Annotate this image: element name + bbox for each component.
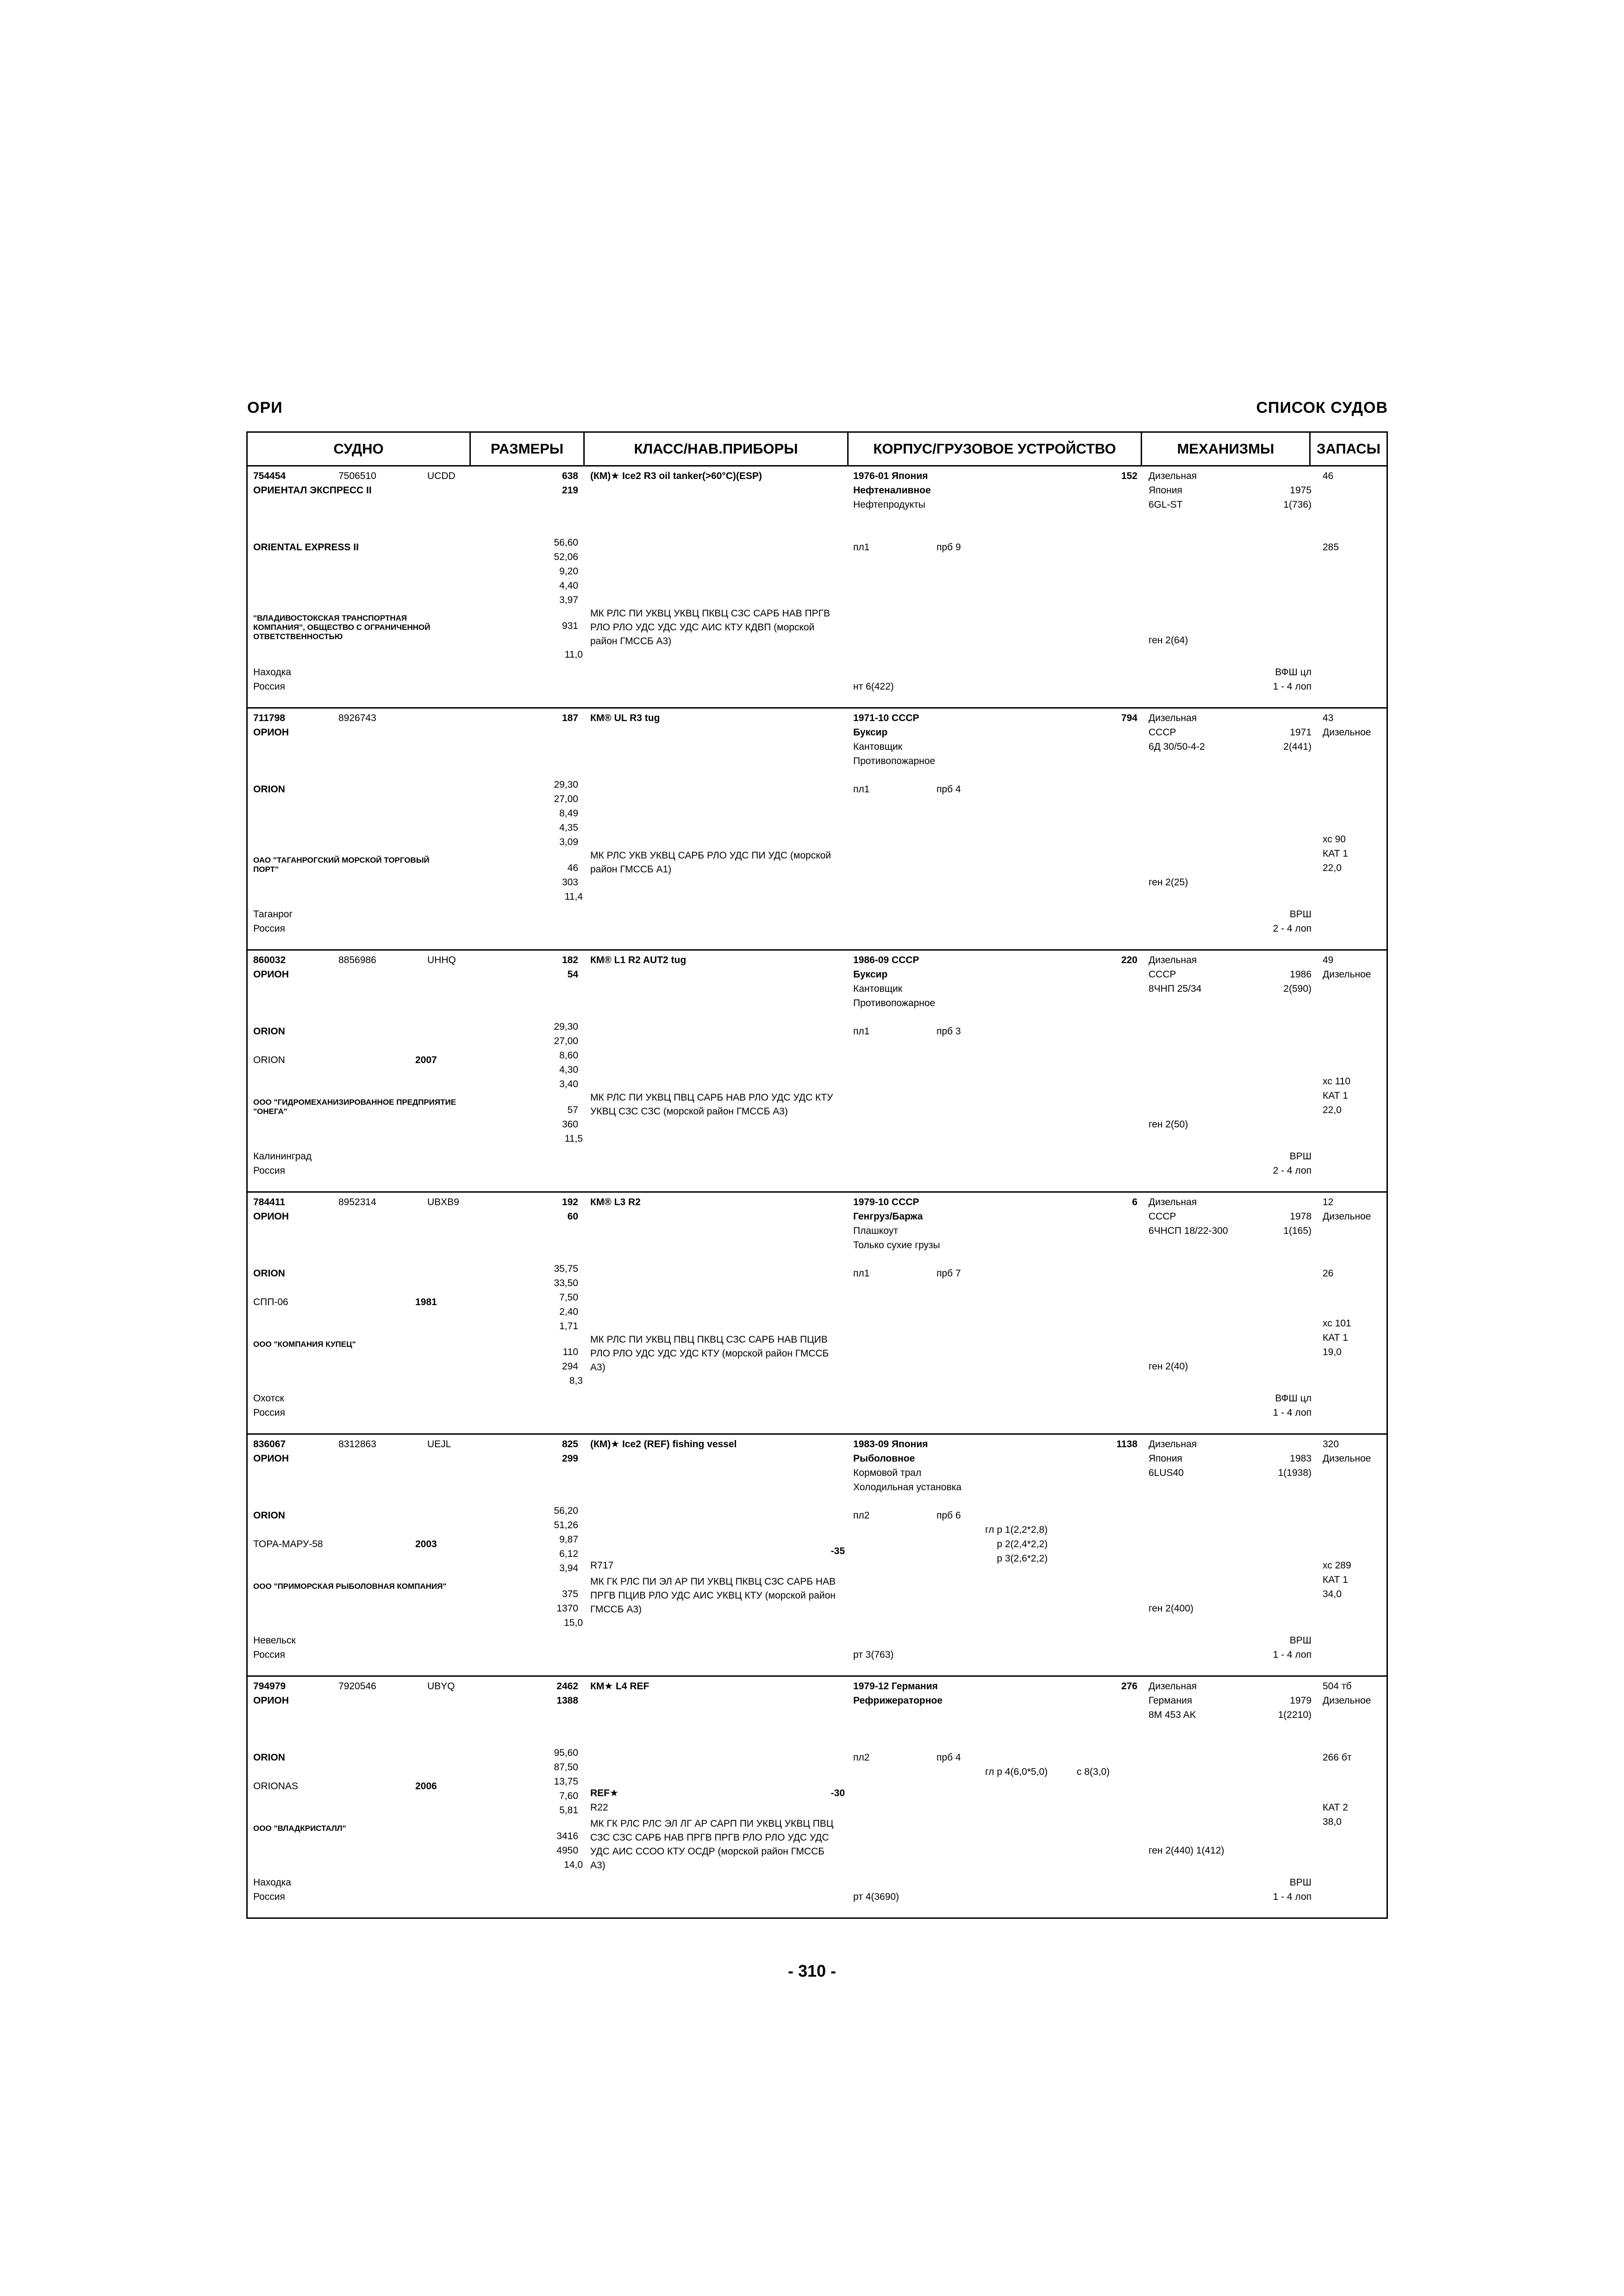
net-tonnage: 1388 (556, 1695, 578, 1706)
vessel-name-en: ORION (253, 1752, 285, 1763)
decks: пл1 (853, 784, 870, 795)
ship-record (248, 709, 1387, 951)
engine-model: 6ЧНСП 18/22-300 (1149, 1226, 1228, 1236)
call-sign: UHHQ (427, 955, 456, 965)
ship-record (248, 1193, 1387, 1435)
engine-model: 6Д 30/50-4-2 (1149, 741, 1205, 752)
flag-country: Россия (253, 681, 285, 692)
engine-year: 1983 (1290, 1453, 1312, 1464)
previous-name: СПП-06 (253, 1297, 288, 1307)
speed: 11,4 (564, 891, 583, 902)
engine-country: Япония (1149, 1453, 1182, 1464)
ship-record (248, 1435, 1387, 1677)
vessel-name-en: ORIENTAL EXPRESS II (253, 542, 359, 553)
engine-model: 8ЧНП 25/34 (1149, 983, 1202, 994)
engine-type: Дизельная (1149, 1439, 1197, 1450)
dimension-value: 29,30 (554, 1021, 578, 1032)
deadweight: 375 (562, 1589, 578, 1599)
owner-name: "ВЛАДИВОСТОКСКАЯ ТРАНСПОРТНАЯ КОМПАНИЯ", ОБЩЕСТВО С ОГРАНИЧЕННОЙ ОТВЕТСТВЕННОСТЬЮ (253, 614, 431, 641)
ship-record (248, 1677, 1387, 1917)
vessel-subtype: Кантовщик (853, 741, 902, 752)
flag-country: Россия (253, 1649, 285, 1660)
fuel-tanks: рт 3(763) (853, 1649, 894, 1660)
vessel-type: Рыболовное (853, 1453, 915, 1464)
engine-power: 1(1938) (1278, 1468, 1312, 1478)
engine-country: Япония (1149, 485, 1182, 496)
hold-line-3: р 3(2,6*2,2) (997, 1553, 1048, 1564)
imo-number: 8312863 (338, 1439, 376, 1450)
generators: ген 2(400) (1149, 1603, 1194, 1614)
engine-country: СССР (1149, 969, 1176, 980)
supplies-line-3: 22,0 (1323, 863, 1342, 873)
ship-record (248, 467, 1387, 709)
vessel-name-en: ORION (253, 1026, 285, 1037)
engine-year: 1978 (1290, 1211, 1312, 1222)
engine-type: Дизельная (1149, 713, 1197, 723)
header-right: СПИСОК СУДОВ (1256, 399, 1388, 417)
decks: пл1 (853, 1268, 870, 1279)
vessel-name-en: ORION (253, 1268, 285, 1279)
decks: пл1 (853, 1026, 870, 1037)
decks: пл2 (853, 1510, 870, 1521)
dimension-value: 5,81 (559, 1805, 578, 1816)
flag-country: Россия (253, 1165, 285, 1176)
supplies-type: Дизельное (1323, 969, 1371, 980)
reg-number: 860032 (253, 955, 286, 965)
net-tonnage: 60 (567, 1211, 578, 1222)
call-sign: UBYQ (427, 1681, 455, 1692)
displacement: 360 (562, 1119, 578, 1130)
dimension-value: 8,60 (559, 1050, 578, 1061)
engine-model: 6LUS40 (1149, 1468, 1184, 1478)
speed: 14,0 (564, 1860, 583, 1870)
propeller-blades: 1 - 4 лоп (1273, 1407, 1312, 1418)
build-year-country: 1976-01 Япония (853, 471, 928, 481)
col-header-supplies: ЗАПАСЫ (1316, 441, 1381, 457)
net-tonnage: 299 (562, 1453, 578, 1464)
dimension-value: 9,87 (559, 1534, 578, 1545)
supplies-line-1: хс 289 (1323, 1560, 1351, 1571)
dimension-value: 4,35 (559, 822, 578, 833)
engine-model: 8M 453 AK (1149, 1710, 1196, 1720)
dimension-value: 3,40 (559, 1079, 578, 1089)
supplies-line-2: КАТ 1 (1323, 848, 1348, 859)
vessel-type: Нефтеналивное (853, 485, 931, 496)
propeller-blades: 1 - 4 лоп (1273, 681, 1312, 692)
dimension-value: 3,94 (559, 1563, 578, 1574)
vessel-subtype-2: Противопожарное (853, 756, 936, 766)
col-header-class: КЛАСС/НАВ.ПРИБОРЫ (585, 433, 849, 465)
supplies-mid: 285 (1323, 542, 1339, 553)
supplies-top: 320 (1323, 1439, 1339, 1450)
class-temperature: -35 (831, 1546, 845, 1556)
vessel-type: Генгруз/Баржа (853, 1211, 923, 1222)
nav-equipment: МК РЛС УКВ УКВЦ САРБ РЛО УДС ПИ УДС (морской район ГМССБ А1) (590, 850, 831, 875)
dimension-value: 6,12 (559, 1549, 578, 1559)
generators: ген 2(64) (1149, 635, 1188, 646)
net-tonnage: 54 (567, 969, 578, 980)
supplies-line-3: 22,0 (1323, 1105, 1342, 1115)
dimension-value: 56,20 (554, 1506, 578, 1516)
hull-number: 1138 (1116, 1439, 1137, 1450)
nav-equipment: МК ГК РЛС РЛС ЭЛ ЛГ АР САРП ПИ УКВЦ УКВЦ ПВЦ СЗС СЗС САРБ НАВ ПРГВ ПРГВ РЛО РЛО УДС УДС УДС АИС ССОО КТУ ОСДР (морской район ГМССБ А3) (590, 1818, 834, 1871)
vessel-subtype: Кантовщик (853, 983, 902, 994)
previous-name-year: 2007 (415, 1055, 437, 1065)
records (248, 467, 1387, 1917)
nav-equipment: МК РЛС ПИ УКВЦ УКВЦ ПКВЦ СЗС САРБ НАВ ПРГВ РЛО РЛО УДС УДС УДС АИС КТУ КДВП (морской район ГМССБ А3) (590, 608, 830, 647)
class-notation: КМ® L3 R2 (590, 1197, 641, 1207)
supplies-line-3: 34,0 (1323, 1589, 1342, 1599)
hold-line-1: гл р 1(2,2*2,8) (985, 1524, 1048, 1535)
page-number: - 310 - (787, 1961, 837, 1980)
hold-line-2: р 2(2,4*2,2) (997, 1539, 1048, 1549)
home-port: Калининград (253, 1151, 312, 1162)
hull-number: 220 (1121, 955, 1137, 965)
hull-number: 276 (1121, 1681, 1137, 1692)
previous-name-year: 1981 (415, 1297, 437, 1307)
gross-tonnage: 638 (562, 471, 578, 481)
supplies-line-2: КАТ 1 (1323, 1332, 1348, 1343)
class-notation: КМ® L1 R2 AUT2 tug (590, 955, 687, 965)
bulkheads: прб 6 (937, 1510, 961, 1521)
supplies-type: Дизельное (1323, 1211, 1371, 1222)
flag-country: Россия (253, 923, 285, 934)
flag-country: Россия (253, 1892, 285, 1902)
previous-name: ORIONAS (253, 1781, 298, 1792)
vessel-subtype-2: Холодильная установка (853, 1482, 962, 1493)
vessel-subtype-2: Противопожарное (853, 998, 936, 1008)
owner-name: ОАО "ТАГАНРОГСКИЙ МОРСКОЙ ТОРГОВЫЙ ПОРТ" (253, 856, 430, 874)
supplies-type: Дизельное (1323, 1695, 1371, 1706)
call-sign: UCDD (427, 471, 456, 481)
bulkheads: прб 7 (937, 1268, 961, 1279)
dimension-value: 56,60 (554, 537, 578, 548)
owner-name: ООО "КОМПАНИЯ КУПЕЦ" (253, 1340, 356, 1349)
vessel-name-en: ORION (253, 1510, 285, 1521)
hull-number: 794 (1121, 713, 1137, 723)
engine-year: 1975 (1290, 485, 1312, 496)
vessel-type: Буксир (853, 727, 888, 738)
speed: 11,5 (564, 1133, 583, 1144)
engine-country: Германия (1149, 1695, 1193, 1706)
nav-equipment: МК РЛС ПИ УКВЦ ПВЦ ПКВЦ СЗС САРБ НАВ ПЦИВ РЛО РЛО УДС УДС УДС КТУ (морской район ГМССБ А3) (590, 1334, 829, 1373)
propeller-blades: 1 - 4 лоп (1273, 1892, 1312, 1902)
gross-tonnage: 187 (562, 713, 578, 723)
supplies-mid: 26 (1323, 1268, 1334, 1279)
deadweight: 3416 (556, 1831, 578, 1842)
gross-tonnage: 192 (562, 1197, 578, 1207)
gross-tonnage: 182 (562, 955, 578, 965)
deadweight: 57 (567, 1105, 578, 1115)
previous-name: ORION (253, 1055, 285, 1065)
deadweight: 110 (562, 1347, 578, 1357)
build-year-country: 1971-10 СССР (853, 713, 919, 723)
imo-number: 7506510 (338, 471, 376, 481)
dimension-value: 3,97 (559, 595, 578, 605)
home-port: Находка (253, 1877, 291, 1888)
owner-name: ООО "ГИДРОМЕХАНИЗИРОВАННОЕ ПРЕДПРИЯТИЕ "ОНЕГА" (253, 1098, 456, 1116)
supplies-top: 46 (1323, 471, 1334, 481)
reg-number: 836067 (253, 1439, 286, 1450)
engine-power: 2(441) (1283, 741, 1312, 752)
dimension-value: 4,30 (559, 1064, 578, 1075)
speed: 15,0 (564, 1618, 583, 1628)
propeller-blades: 2 - 4 лоп (1273, 1165, 1312, 1176)
hold-line-1: гл р 4(6,0*5,0) (985, 1767, 1048, 1777)
previous-name: ТОРА-МАРУ-58 (253, 1539, 323, 1549)
generators: ген 2(25) (1149, 877, 1188, 888)
vessel-subtype: Нефтепродукты (853, 499, 925, 510)
flag-country: Россия (253, 1407, 285, 1418)
class-notation: КМ★ L4 REF (590, 1681, 650, 1692)
gross-tonnage: 825 (562, 1439, 578, 1450)
deadweight: 931 (562, 621, 578, 631)
generators: ген 2(40) (1149, 1361, 1188, 1372)
supplies-line-2: КАТ 1 (1323, 1090, 1348, 1101)
refrigerant-code: R717 (590, 1560, 614, 1571)
engine-model: 6GL-ST (1149, 499, 1183, 510)
reg-number: 784411 (253, 1197, 285, 1207)
fuel-tanks: рт 4(3690) (853, 1892, 899, 1902)
supplies-line-1: хс 101 (1323, 1318, 1351, 1329)
engine-type: Дизельная (1149, 1681, 1197, 1692)
class-extra: REF★ (590, 1788, 618, 1798)
build-year-country: 1983-09 Япония (853, 1439, 928, 1450)
build-year-country: 1986-09 СССР (853, 955, 919, 965)
propeller: ВРШ (1289, 1151, 1312, 1162)
dimension-value: 52,06 (554, 552, 578, 562)
vessel-subtype: Кормовой трал (853, 1468, 922, 1478)
displacement: 1370 (556, 1603, 578, 1614)
engine-year: 1979 (1290, 1695, 1312, 1706)
home-port: Находка (253, 667, 291, 678)
dimension-value: 1,71 (559, 1321, 578, 1332)
call-sign: UEJL (427, 1439, 451, 1450)
displacement: 4950 (556, 1845, 578, 1856)
reg-number: 711798 (253, 713, 285, 723)
call-sign: UBXB9 (427, 1197, 459, 1207)
propeller: ВРШ (1289, 909, 1312, 920)
fuel-tanks: нт 6(422) (853, 681, 894, 692)
dimension-value: 95,60 (554, 1748, 578, 1758)
propeller: ВФШ цл (1275, 1393, 1312, 1404)
imo-number: 7920546 (338, 1681, 376, 1692)
refrigerant-code: R22 (590, 1802, 608, 1813)
dimension-value: 9,20 (559, 566, 578, 577)
engine-power: 1(2210) (1278, 1710, 1312, 1720)
class-notation: (КМ)★ Ice2 R3 oil tanker(>60°C)(ESP) (590, 471, 762, 481)
generators: ген 2(440) 1(412) (1149, 1845, 1224, 1856)
class-temperature: -30 (831, 1788, 845, 1798)
owner-name: ООО "ПРИМОРСКАЯ РЫБОЛОВНАЯ КОМПАНИЯ" (253, 1582, 447, 1591)
imo-number: 8926743 (338, 713, 376, 723)
reg-number: 754454 (253, 471, 286, 481)
supplies-line-2: КАТ 1 (1323, 1574, 1348, 1585)
dimension-value: 51,26 (554, 1520, 578, 1531)
dimension-value: 3,09 (559, 837, 578, 847)
col-header-machinery: МЕХАНИЗМЫ (1142, 433, 1311, 465)
tank-capacity: с 8(3,0) (1076, 1767, 1110, 1777)
supplies-line-1: КАТ 2 (1323, 1802, 1348, 1813)
gross-tonnage: 2462 (556, 1681, 578, 1692)
displacement: 294 (562, 1361, 578, 1372)
engine-power: 2(590) (1283, 983, 1312, 994)
supplies-mid: 266 бт (1323, 1752, 1352, 1763)
hull-number: 6 (1132, 1197, 1137, 1207)
supplies-top: 49 (1323, 955, 1334, 965)
previous-name-year: 2006 (415, 1781, 437, 1792)
engine-type: Дизельная (1149, 1197, 1197, 1207)
header-left: ОРИ (247, 399, 283, 417)
engine-year: 1971 (1290, 727, 1312, 738)
propeller: ВРШ (1289, 1635, 1312, 1646)
dimension-value: 33,50 (554, 1278, 578, 1288)
nav-equipment: МК РЛС ПИ УКВЦ ПВЦ САРБ НАВ РЛО УДС УДС КТУ УКВЦ СЗС СЗС (морской район ГМССБ А3) (590, 1092, 833, 1117)
imo-number: 8952314 (338, 1197, 376, 1207)
engine-type: Дизельная (1149, 955, 1197, 965)
dimension-value: 2,40 (559, 1307, 578, 1317)
bulkheads: прб 4 (937, 1752, 961, 1763)
net-tonnage: 219 (562, 485, 578, 496)
bulkheads: прб 3 (937, 1026, 961, 1037)
class-notation: (КМ)★ Ice2 (REF) fishing vessel (590, 1439, 737, 1450)
vessel-subtype-2: Только сухие грузы (853, 1240, 940, 1251)
imo-number: 8856986 (338, 955, 376, 965)
home-port: Таганрог (253, 909, 293, 920)
ships-table (246, 431, 1388, 1919)
supplies-top: 12 (1323, 1197, 1334, 1207)
dimension-value: 27,00 (554, 794, 578, 804)
build-year-country: 1979-12 Германия (853, 1681, 938, 1692)
nav-equipment: МК ГК РЛС ПИ ЭЛ АР ПИ УКВЦ ПКВЦ СЗС САРБ НАВ ПРГВ ПЦИВ РЛО УДС АИС УКВЦ КТУ (морской район ГМССБ А3) (590, 1576, 836, 1615)
engine-year: 1986 (1290, 969, 1312, 980)
col-header-vessel: СУДНО (248, 433, 471, 465)
hull-number: 152 (1121, 471, 1137, 481)
decks: пл2 (853, 1752, 870, 1763)
engine-type: Дизельная (1149, 471, 1197, 481)
supplies-type: Дизельное (1323, 727, 1371, 738)
propeller: ВФШ цл (1275, 667, 1312, 678)
dimension-value: 87,50 (554, 1762, 578, 1773)
engine-power: 1(165) (1283, 1226, 1312, 1236)
dimension-value: 27,00 (554, 1036, 578, 1046)
home-port: Невельск (253, 1635, 296, 1646)
propeller-blades: 1 - 4 лоп (1273, 1649, 1312, 1660)
ship-record (248, 951, 1387, 1193)
home-port: Охотск (253, 1393, 284, 1404)
vessel-name-ru: ОРИОН (253, 1695, 289, 1706)
speed: 11,0 (564, 649, 583, 660)
supplies-line-1: хс 110 (1323, 1076, 1351, 1087)
vessel-name-ru: ОРИОН (253, 1453, 289, 1464)
engine-country: СССР (1149, 1211, 1176, 1222)
class-notation: КМ® UL R3 tug (590, 713, 660, 723)
vessel-type: Рефрижераторное (853, 1695, 943, 1706)
supplies-line-3: 19,0 (1323, 1347, 1342, 1357)
vessel-name-ru: ОРИОН (253, 727, 289, 738)
vessel-name-en: ORION (253, 784, 285, 795)
supplies-top: 504 тб (1323, 1681, 1352, 1692)
supplies-line-2: 38,0 (1323, 1817, 1342, 1827)
decks: пл1 (853, 542, 870, 553)
dimension-value: 4,40 (559, 580, 578, 591)
build-year-country: 1979-10 СССР (853, 1197, 919, 1207)
vessel-name-ru: ОРИОН (253, 1211, 289, 1222)
vessel-name-ru: ОРИЕНТАЛ ЭКСПРЕСС II (253, 485, 372, 496)
bulkheads: прб 9 (937, 542, 961, 553)
deadweight: 46 (567, 863, 578, 873)
table-header (248, 433, 1387, 467)
propeller-blades: 2 - 4 лоп (1273, 923, 1312, 934)
supplies-line-1: хс 90 (1323, 834, 1346, 845)
reg-number: 794979 (253, 1681, 286, 1692)
displacement: 303 (562, 877, 578, 888)
owner-name: ООО "ВЛАДКРИСТАЛЛ" (253, 1824, 346, 1833)
supplies-type: Дизельное (1323, 1453, 1371, 1464)
vessel-type: Буксир (853, 969, 888, 980)
dimension-value: 8,49 (559, 808, 578, 819)
dimension-value: 13,75 (554, 1776, 578, 1787)
previous-name-year: 2003 (415, 1539, 437, 1549)
generators: ген 2(50) (1149, 1119, 1188, 1130)
engine-country: СССР (1149, 727, 1176, 738)
col-header-hull: КОРПУС/ГРУЗОВОЕ УСТРОЙСТВО (849, 433, 1142, 465)
col-header-sizes: РАЗМЕРЫ (471, 433, 585, 465)
dimension-value: 7,60 (559, 1791, 578, 1801)
engine-power: 1(736) (1283, 499, 1312, 510)
propeller: ВРШ (1289, 1877, 1312, 1888)
supplies-top: 43 (1323, 713, 1334, 723)
dimension-value: 35,75 (554, 1263, 578, 1274)
speed: 8,3 (569, 1375, 583, 1386)
dimension-value: 7,50 (559, 1292, 578, 1303)
vessel-subtype: Плашкоут (853, 1226, 898, 1236)
vessel-name-ru: ОРИОН (253, 969, 289, 980)
dimension-value: 29,30 (554, 779, 578, 790)
bulkheads: прб 4 (937, 784, 961, 795)
